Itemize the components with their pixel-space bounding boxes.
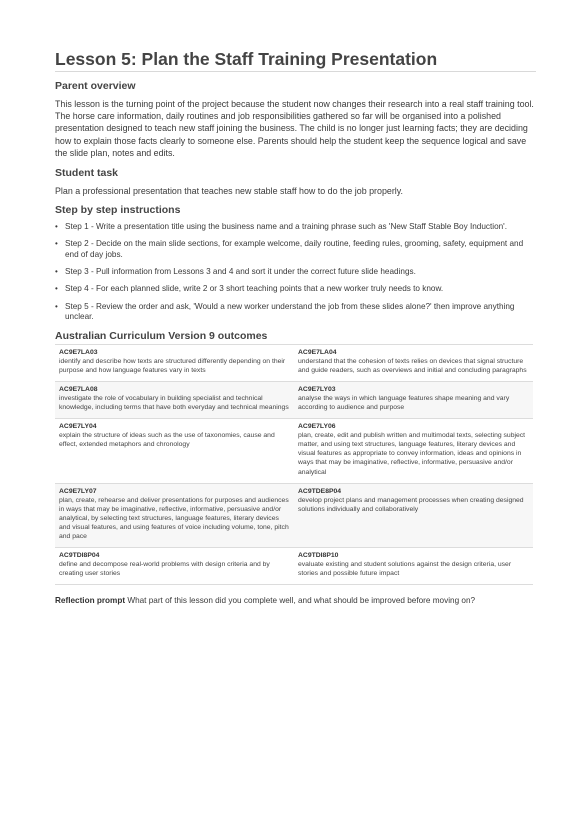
parent-overview-text: This lesson is the turning point of the project because the student now changes their research into a real staff training tool. The horse care information, daily routines and job responsibilities gathered so far will be organised into a polished presentation designed to teach new staff joining the business. The child is no longer just learning facts; they are deciding how to explain those facts clearly to someone else. Parents should help the student keep the sequence logical and save the slide plan, notes and edits. (55, 99, 534, 158)
outcome-cell (294, 344, 533, 381)
step-text: Step 3 - Pull information from Lessons 3 and 4 and sort it under the correct future slide headings. (65, 267, 416, 277)
student-task-text: Plan a professional presentation that teaches new stable staff how to do the job properly. (55, 186, 403, 197)
list-item (55, 222, 536, 233)
bullet-icon: • (55, 301, 58, 311)
curriculum-heading: Australian Curriculum Version 9 outcomes (55, 329, 268, 342)
steps-list (55, 222, 536, 323)
table-row (55, 381, 533, 418)
bullet-icon: • (55, 267, 58, 277)
outcome-code: AC9E7LY07 (59, 487, 97, 495)
outcomes-table (55, 344, 533, 586)
step-text: Step 2 - Decide on the main slide sections, for example welcome, daily routine, feeding rules, grooming, safety, equipment and end of day jobs. (65, 239, 524, 259)
reflection-prompt (55, 595, 536, 606)
outcome-description: explain the structure of ideas such as the use of taxonomies, cause and effect, extended metaphors and chronology (59, 432, 275, 449)
list-item (55, 284, 536, 295)
list-item (55, 239, 536, 260)
outcome-cell (55, 381, 294, 418)
reflection-label: Reflection prompt (55, 596, 126, 606)
outcome-description: identify and describe how texts are structured differently depending on their purpose and how language features vary in texts (59, 357, 286, 374)
outcome-description: plan, create, edit and publish written and multimodal texts, selecting subject matter, and using text structures, language features, literary devices and visual features as appropriate to convey information, ideas and opinions in ways that may be imaginative, reflective, informative, persuasive and/or analytical (298, 432, 526, 476)
outcome-code: AC9E7LY03 (298, 385, 336, 393)
page-title: Lesson 5: Plan the Staff Training Presentation (55, 49, 536, 72)
outcome-code: AC9TDI8P04 (59, 552, 100, 560)
outcome-description: define and decompose real-world problems with design criteria and by creating user stories (59, 561, 270, 578)
outcome-code: AC9E7LY06 (298, 423, 336, 431)
outcome-cell (294, 381, 533, 418)
list-item (55, 267, 536, 278)
outcome-description: evaluate existing and student solutions against the design criteria, user stories and possible future impact (298, 561, 512, 578)
outcome-description: understand that the cohesion of texts relies on devices that signal structure and guide readers, such as overviews and initial and concluding paragraphs (298, 357, 527, 374)
step-text: Step 1 - Write a presentation title using the business name and a training phrase such as 'New Staff Stable Boy Induction'. (65, 222, 508, 232)
outcome-cell (55, 483, 294, 547)
outcome-description: plan, create, rehearse and deliver presentations for purposes and audiences in ways that may be imaginative, reflective, informative, persuasive and/or analytical, by selecting text structures, language features, literary devices and visual features, and using features of voice including volume, tone, pitch and pace (59, 496, 289, 540)
outcome-description: analyse the ways in which language features shape meaning and vary according to audience and purpose (298, 394, 510, 412)
table-row (55, 483, 533, 547)
table-row (55, 344, 533, 381)
bullet-icon: • (55, 284, 58, 294)
outcome-cell (294, 419, 533, 483)
outcome-cell (294, 483, 533, 547)
outcome-cell (55, 548, 294, 585)
list-item (55, 302, 536, 323)
table-row (55, 419, 533, 483)
outcome-code: AC9E7LA03 (59, 348, 98, 356)
bullet-icon: • (55, 222, 58, 232)
outcome-description: develop project plans and management processes when creating designed solutions individually and collaboratively (298, 496, 524, 513)
outcome-description: investigate the role of vocabulary in building specialist and technical knowledge, including terms that have both everyday and technical meanings (59, 394, 289, 412)
outcome-cell (55, 419, 294, 483)
outcome-code: AC9TDI8P10 (298, 552, 339, 560)
outcome-code: AC9E7LA08 (59, 385, 98, 393)
table-row (55, 548, 533, 585)
outcome-code: AC9E7LA04 (298, 348, 337, 356)
outcome-code: AC9E7LY04 (59, 423, 97, 431)
outcome-cell (294, 548, 533, 585)
step-text: Step 5 - Review the order and ask, 'Would a new worker understand the job from these slides alone?' then improve anything unclear. (65, 301, 515, 322)
bullet-icon: • (55, 239, 58, 249)
steps-heading: Step by step instructions (55, 204, 181, 217)
student-task-heading: Student task (55, 167, 119, 180)
step-text: Step 4 - For each planned slide, write 2 or 3 short teaching points that a new worker truly needs to know. (65, 284, 444, 294)
outcome-cell (55, 344, 294, 381)
parent-overview-heading: Parent overview (55, 80, 136, 92)
outcome-code: AC9TDE8P04 (298, 487, 342, 495)
reflection-text: What part of this lesson did you complete well, and what should be improved before moving on? (127, 596, 476, 606)
